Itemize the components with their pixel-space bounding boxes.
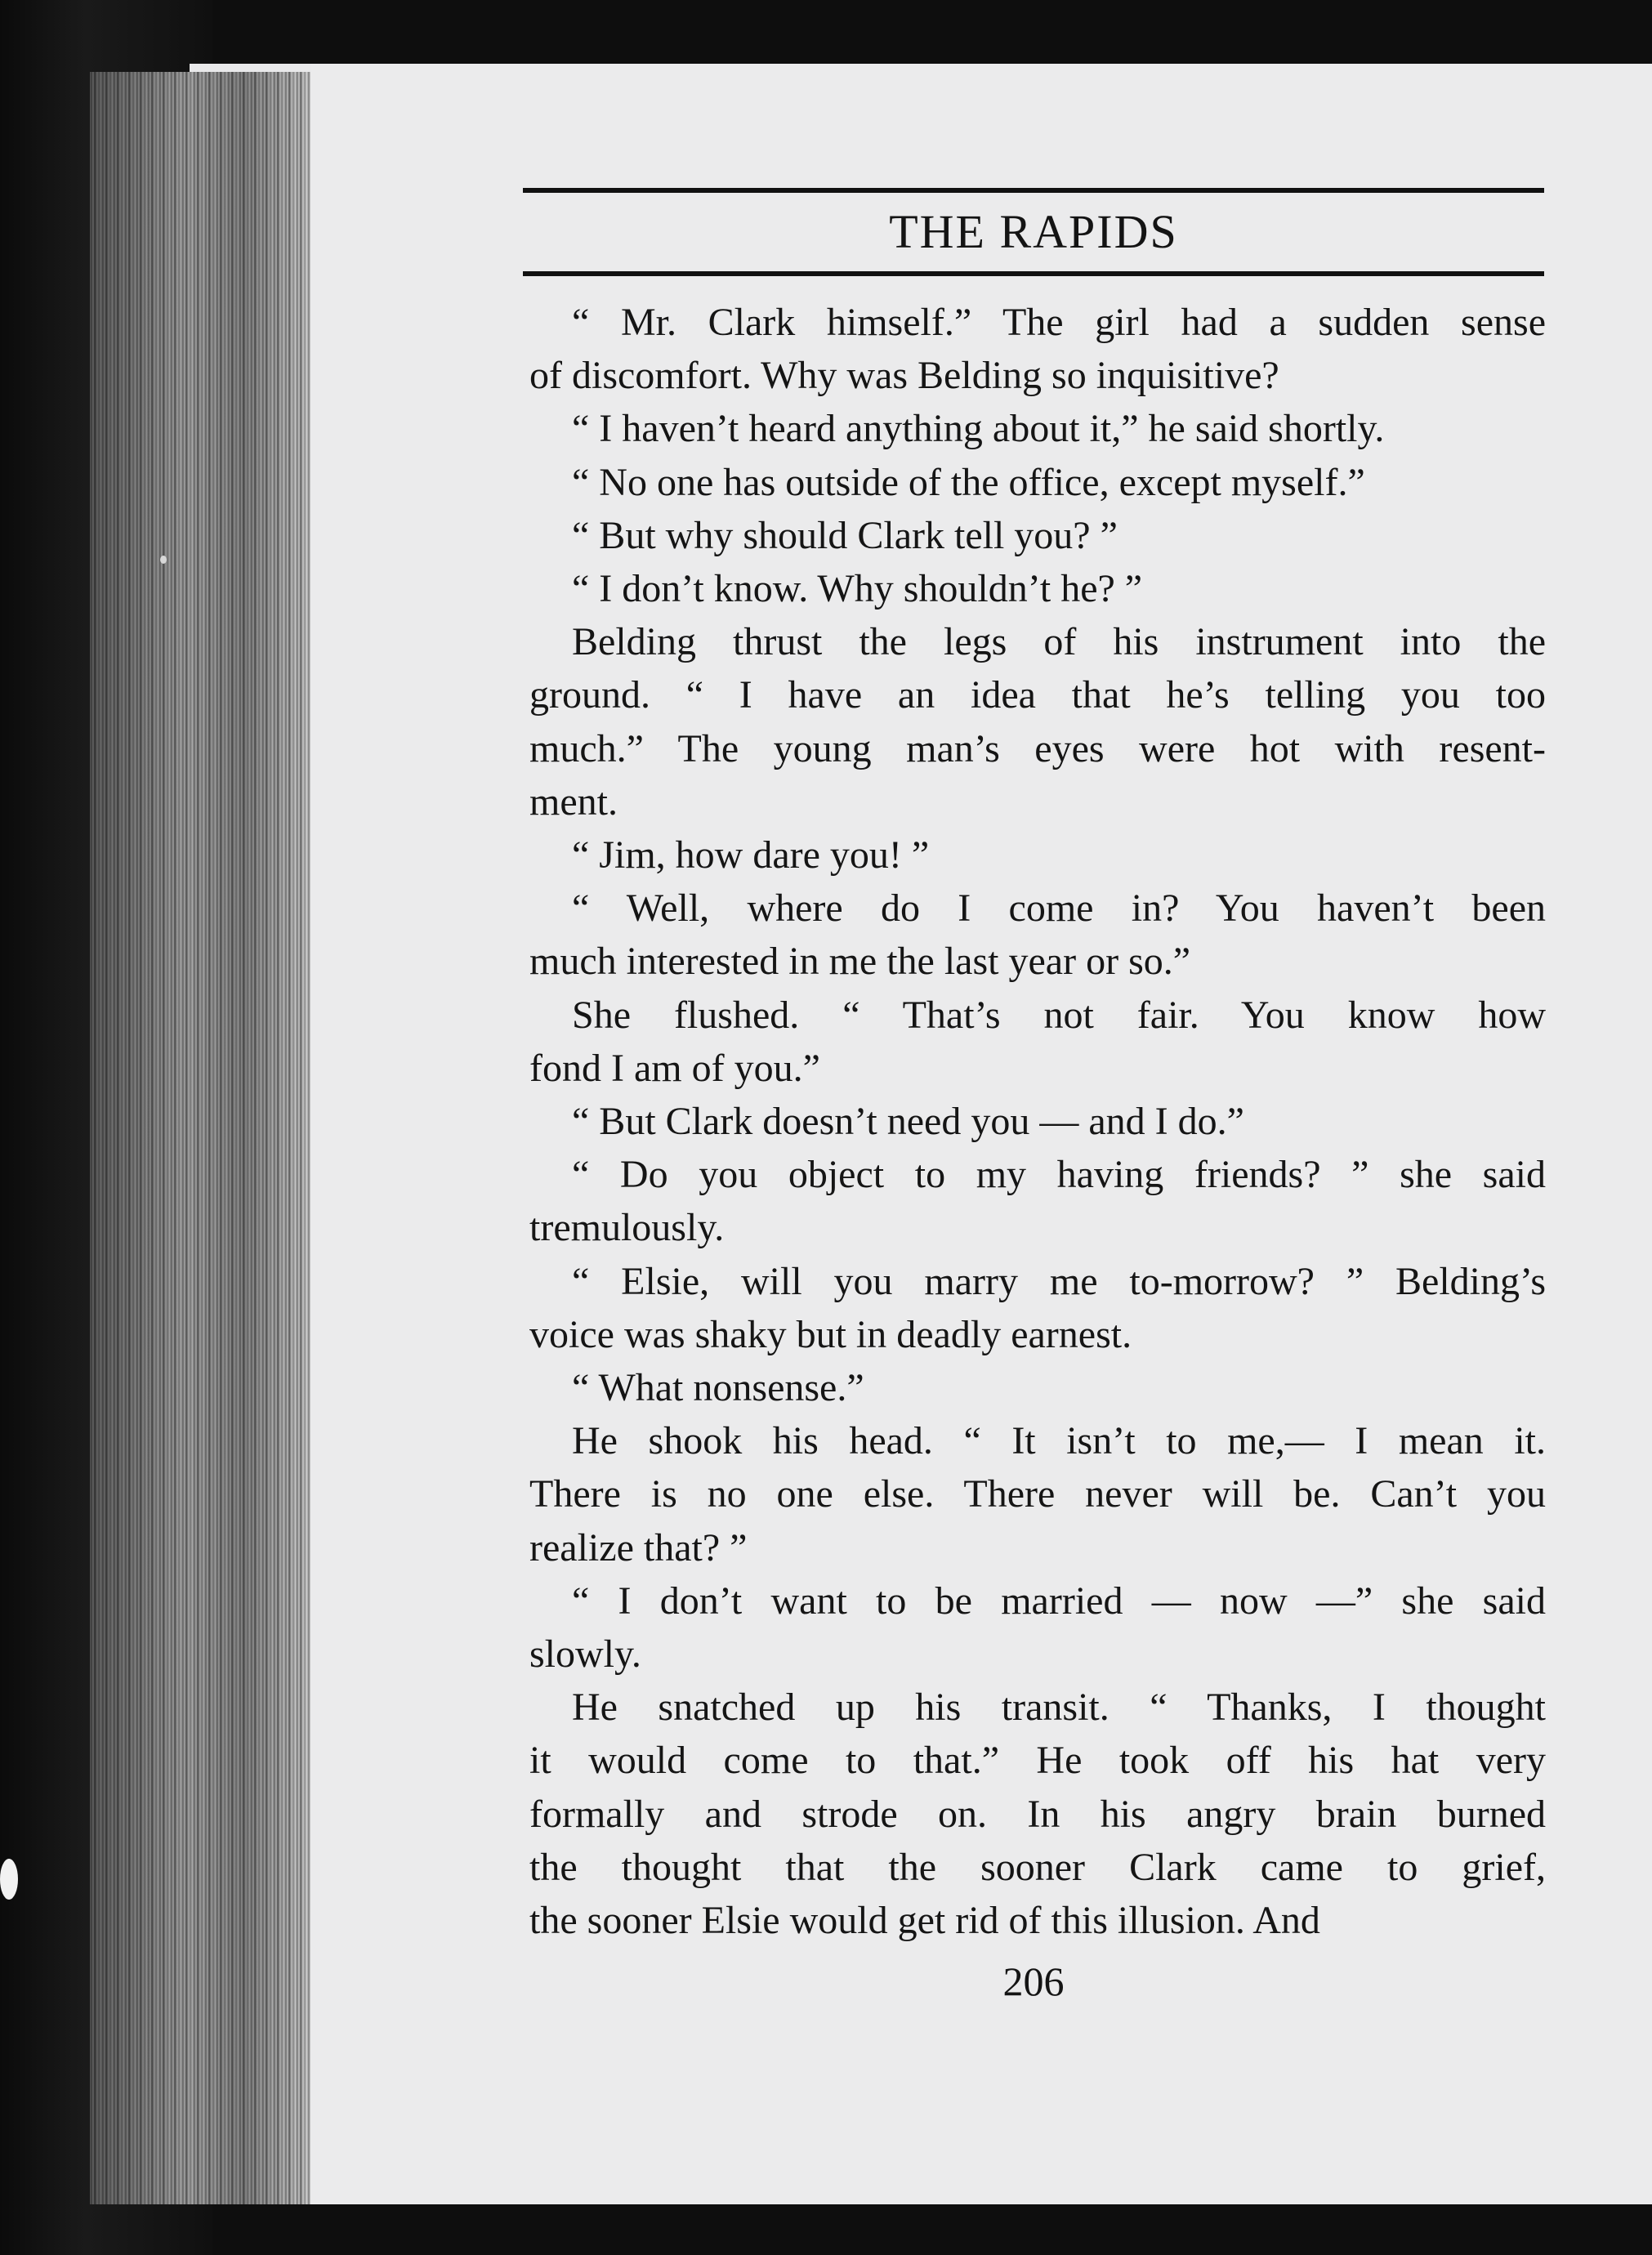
text-line: “ What nonsense.” <box>572 1366 864 1410</box>
text-line: Belding thrust the legs of his instrument into the <box>572 620 1546 664</box>
text-line: She flushed. “ That’s not fair. You know how <box>572 993 1546 1037</box>
gutter-shadow <box>90 72 310 2204</box>
text-line: “ But why should Clark tell you? ” <box>572 513 1118 557</box>
text-line: “ Do you object to my having friends? ” she said <box>572 1153 1546 1197</box>
text-line: “ Jim, how dare you! ” <box>572 833 930 877</box>
text-line: slowly. <box>529 1632 641 1677</box>
running-head: THE RAPIDS <box>889 205 1178 258</box>
text-line: tremulously. <box>529 1206 725 1250</box>
text-line: “ I don’t want to be married — now —” she said <box>572 1578 1546 1623</box>
text-line: much interested in me the last year or so.” <box>529 940 1191 984</box>
text-line: “ I don’t know. Why shouldn’t he? ” <box>572 567 1143 611</box>
text-line: realize that? ” <box>529 1525 748 1570</box>
text-line: He snatched up his transit. “ Thanks, I thought <box>572 1686 1546 1730</box>
text-line: “ Elsie, will you marry me to-morrow? ” Belding’s <box>572 1259 1546 1303</box>
text-line: ment. <box>529 779 618 824</box>
text-line: He shook his head. “ It isn’t to me,— I mean it. <box>572 1419 1546 1463</box>
text-line: ground. “ I have an idea that he’s telling you too <box>529 673 1546 717</box>
text-line: formally and strode on. In his angry brain burned <box>529 1792 1546 1836</box>
text-line: the thought that the sooner Clark came to grief, <box>529 1845 1546 1889</box>
header-rule-top <box>523 188 1544 193</box>
text-line: “ Mr. Clark himself.” The girl had a sudden sense <box>572 301 1546 344</box>
text-line: “ But Clark doesn’t need you — and I do.” <box>572 1100 1244 1144</box>
text-line: much.” The young man’s eyes were hot with resent- <box>529 726 1546 770</box>
dust-speck <box>0 1859 18 1900</box>
header-rule-bottom <box>523 271 1544 276</box>
page-number: 206 <box>1002 1958 1065 2004</box>
text-line: of discomfort. Why was Belding so inquisitive? <box>529 354 1279 398</box>
text-line: There is no one else. There never will be. Can’t you <box>529 1472 1546 1516</box>
text-line: it would come to that.” He took off his hat very <box>529 1739 1546 1783</box>
text-line: the sooner Elsie would get rid of this illusion. And <box>529 1899 1320 1943</box>
dust-speck <box>160 556 167 564</box>
text-line: “ Well, where do I come in? You haven’t been <box>572 886 1546 931</box>
text-line: “ I haven’t heard anything about it,” he said shortly. <box>572 407 1385 451</box>
body-text <box>529 296 1546 1947</box>
text-line: voice was shaky but in deadly earnest. <box>529 1312 1132 1356</box>
text-line: “ No one has outside of the office, except myself.” <box>572 460 1365 504</box>
text-line: fond I am of you.” <box>529 1046 820 1090</box>
